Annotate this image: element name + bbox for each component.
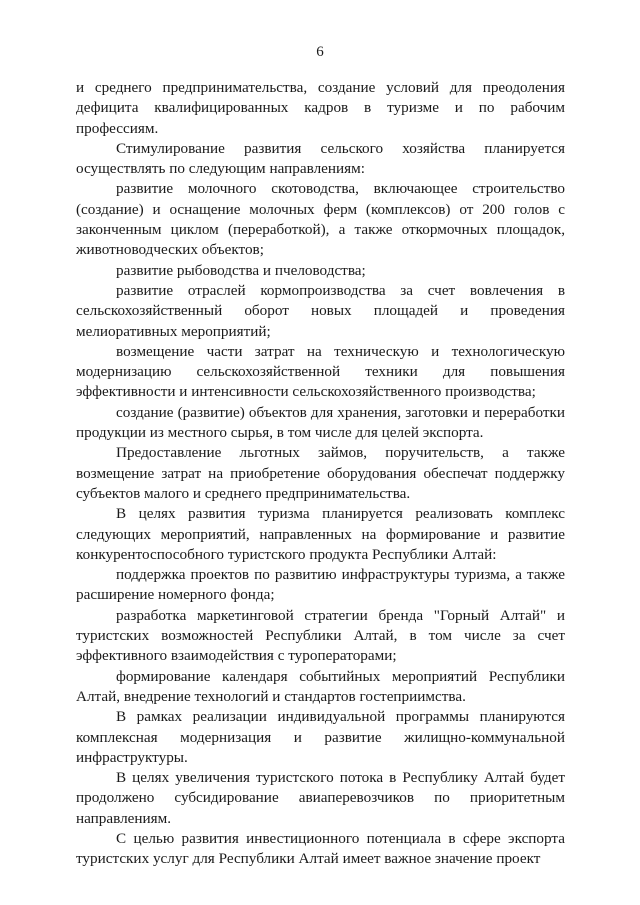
- paragraph: формирование календаря событийных мероприятий Республики Алтай, внедрение технологий и стандартов гостеприимства.: [76, 667, 565, 705]
- paragraph: и среднего предпринимательства, создание условий для преодоления дефицита квалифицированных кадров в туризме и по рабочим профессиям.: [76, 79, 565, 137]
- paragraph: В целях увеличения туристского потока в Республику Алтай будет продолжено субсидирование авиаперевозчиков по приоритетным направлениям.: [76, 769, 565, 827]
- paragraph: создание (развитие) объектов для хранения, заготовки и переработки продукции из местного сырья, в том числе для целей экспорта.: [76, 403, 565, 442]
- paragraph: поддержка проектов по развитию инфраструктуры туризма, а также расширение номерного фонда;: [76, 566, 565, 604]
- paragraph: Предоставление льготных займов, поручительств, а также возмещение затрат на приобретение оборудования обеспечат поддержку субъектов малого и среднего предпринимательства.: [76, 444, 565, 502]
- page-number: 6: [316, 44, 324, 60]
- paragraph: развитие рыбоводства и пчеловодства;: [116, 261, 366, 279]
- paragraph: возмещение части затрат на техническую и технологическую модернизацию сельскохозяйственной техники для повышения эффективности и интенсивности сельскохозяйственного производства;: [76, 342, 565, 401]
- paragraph: С целью развития инвестиционного потенциала в сфере экспорта туристских услуг для Республики Алтай имеет важное значение проект: [76, 829, 565, 868]
- paragraph: Стимулирование развития сельского хозяйства планируется осуществлять по следующим направлениям:: [76, 139, 565, 178]
- paragraph: В целях развития туризма планируется реализовать комплекс следующих мероприятий, направленных на формирование и развитие конкурентоспособного туристского продукта Республики Алтай:: [76, 505, 565, 563]
- document-body: [76, 78, 565, 870]
- paragraph: разработка маркетинговой стратегии бренда "Горный Алтай" и туристских возможностей Республики Алтай, в том числе за счет эффективного взаимодействия с туроператорами;: [76, 606, 565, 665]
- paragraph: В рамках реализации индивидуальной программы планируются комплексная модернизация и развитие жилищно-коммунальной инфраструктуры.: [76, 708, 565, 766]
- paragraph: развитие отраслей кормопроизводства за счет вовлечения в сельскохозяйственный оборот новых площадей и проведения мелиоративных мероприятий;: [76, 281, 565, 340]
- paragraph: развитие молочного скотоводства, включающее строительство (создание) и оснащение молочных ферм (комплексов) от 200 голов с законченным циклом (переработкой), а также откормочных площадок, животноводческих объектов;: [76, 180, 565, 259]
